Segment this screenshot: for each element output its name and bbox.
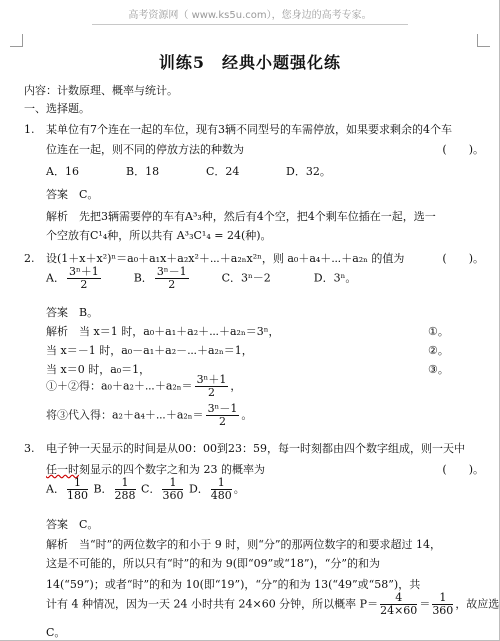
q2-option-b-fraction xyxy=(155,266,189,291)
q3-option-d-fraction xyxy=(211,477,232,502)
q2-step4-end: ， xyxy=(230,379,242,393)
section-heading: 一、选择题。 xyxy=(24,102,90,115)
q2-step4-fraction xyxy=(195,374,229,399)
q2-option-c: C．3ⁿ－2 xyxy=(221,271,271,285)
q3-text2-marked: 任一时 xyxy=(46,463,79,476)
q3-result-numerator: 1 xyxy=(432,592,453,605)
q2-paren: ( )。 xyxy=(442,252,484,265)
q3-analysis-line2: 这是不可能的，所以只有“时”的和为 9(即“09”或“18”)，“分”的和为 xyxy=(46,557,381,570)
q1-paren: ( )。 xyxy=(442,143,484,156)
q2-answer: 答案 B。 xyxy=(46,306,99,319)
margin-corner-top-left xyxy=(10,34,23,47)
q2-step1-mark: ①。 xyxy=(428,325,449,338)
q2-step1: 解析 当 x＝1 时，a₀＋a₁＋a₂＋⋯＋a₂ₙ＝3ⁿ， xyxy=(46,325,280,338)
q2-step5-end: 。 xyxy=(241,408,253,422)
q2-step5-fraction xyxy=(206,403,240,428)
q2-option-b-label: B． xyxy=(133,271,153,285)
q3-option-c-denominator: 360 xyxy=(162,489,184,502)
q3-analysis-line4-text: 计有 4 种情况，因为一天 24 小时共有 24×60 分钟，所以概率 P＝ xyxy=(46,597,379,611)
q3-text1: 电子钟一天显示的时间是从00：00到23：59，每一时刻都由四个数字组成，则一天中 xyxy=(46,442,465,455)
q1-line1 xyxy=(24,121,452,137)
q3-result-fraction xyxy=(432,592,453,617)
q3-options xyxy=(46,477,245,502)
q2-step2: 当 x＝－1 时，a₀－a₁＋a₂－⋯＋a₂ₙ＝1， xyxy=(46,344,253,357)
q2-step5-numerator: 3ⁿ－1 xyxy=(207,402,238,415)
q2-option-a-numerator: 3ⁿ＋1 xyxy=(68,265,99,278)
q3-option-d-numerator: 1 xyxy=(211,477,232,490)
q1-option-d: D．32。 xyxy=(286,165,331,178)
q3-number: 3. xyxy=(24,442,35,455)
q1-line2 xyxy=(46,141,492,157)
q2-step5-text: 将③代入得：a₂＋a₄＋⋯＋a₂ₙ＝ xyxy=(46,408,204,422)
q2-option-d: D．3ⁿ。 xyxy=(313,271,357,285)
q2-step2-mark: ②。 xyxy=(428,344,449,357)
q1-number: 1. xyxy=(24,123,35,136)
q3-answer: 答案 C。 xyxy=(46,518,99,531)
q3-equals: ＝ xyxy=(419,597,431,611)
q3-option-c-label: C． xyxy=(141,482,161,496)
page-header: 高考资源网（ www.ks5u.com），您身边的高考专家。 xyxy=(128,10,372,21)
q3-result-denominator: 360 xyxy=(432,604,454,617)
q1-text2: 位连在一起，则不同的停放方法的种数为 xyxy=(46,143,244,156)
q3-option-a-denominator: 180 xyxy=(66,489,88,502)
q2-option-a-label: A． xyxy=(46,271,65,285)
q2-step3-mark: ③。 xyxy=(428,363,449,376)
header-divider xyxy=(92,24,408,25)
q2-option-b-numerator: 3ⁿ－1 xyxy=(156,265,187,278)
q3-probability-denominator: 24×60 xyxy=(380,604,418,617)
q2-step5 xyxy=(46,403,252,428)
q2-step4 xyxy=(46,374,241,399)
q1-analysis-line1: 解析 先把3辆需要停的车有A³₃种，然后有4个空，把4个剩车位插在一起，选一 xyxy=(46,210,436,223)
q2-step4-numerator: 3ⁿ＋1 xyxy=(196,373,227,386)
q3-line1 xyxy=(24,440,465,456)
q2-step5-denominator: 2 xyxy=(218,415,226,428)
margin-corner-top-right xyxy=(477,34,490,47)
q1-answer: 答案 C。 xyxy=(46,188,99,201)
q2-option-b-denominator: 2 xyxy=(168,278,176,291)
q3-option-d-end: 。 xyxy=(233,482,245,496)
q1-option-b: B．18 xyxy=(126,165,160,178)
q3-text2: 刻显示的四个数字之和为 23 的概率为 xyxy=(79,463,265,476)
q1-options xyxy=(46,163,331,179)
q2-text1: 设(1＋x＋x²)ⁿ＝a₀＋a₁x＋a₂x²＋⋯＋a₂ₙx²ⁿ，则 a₀＋a₄＋⋯＋a₂ₙ 的值为 xyxy=(46,252,405,265)
q2-step4-text: ①＋②得：a₀＋a₂＋⋯＋a₂ₙ＝ xyxy=(46,379,193,393)
q3-option-a-fraction xyxy=(67,477,88,502)
q3-option-c-numerator: 1 xyxy=(162,477,183,490)
q3-analysis-line5: C。 xyxy=(46,626,66,639)
q2-options xyxy=(46,266,356,291)
q3-option-d-denominator: 480 xyxy=(210,489,232,502)
q2-option-a-denominator: 2 xyxy=(80,278,88,291)
q1-analysis-line2: 个空放有C¹₄种，所以共有 A³₃C¹₄ = 24(种)。 xyxy=(46,229,272,242)
content-line: 内容：计数原理、概率与统计。 xyxy=(24,84,178,97)
q3-paren: ( )。 xyxy=(442,463,484,476)
document-title: 训练5 经典小题强化练 xyxy=(158,53,342,72)
q1-option-a: A．16 xyxy=(46,165,79,178)
q3-analysis-line3: 14(“59”)；或者“时”的和为 10(即“19”)，“分”的和为 13(“49”或“58”)，共 xyxy=(46,578,421,591)
q3-option-c-fraction xyxy=(162,477,183,502)
q3-analysis-line4-end: ，故应选 xyxy=(455,597,500,611)
q3-option-b-fraction xyxy=(115,477,136,502)
q3-analysis-line4 xyxy=(46,592,499,617)
q2-option-a-fraction xyxy=(67,266,101,291)
q3-probability-fraction xyxy=(380,592,417,617)
q3-option-b-numerator: 1 xyxy=(115,477,136,490)
q2-line1 xyxy=(24,250,492,266)
q1-text1: 某单位有7个连在一起的车位，现有3辆不同型号的车需停放，如果要求剩余的4个车 xyxy=(46,123,452,136)
q3-option-a-numerator: 1 xyxy=(67,477,88,490)
q3-line2 xyxy=(46,461,492,477)
q1-option-c: C．24 xyxy=(206,165,240,178)
q3-option-b-label: B． xyxy=(93,482,113,496)
q3-option-a-label: A． xyxy=(46,482,65,496)
q3-analysis-line1: 解析 当“时”的两位数字的和小于 9 时，则“分”的那两位数字的和要求超过 14， xyxy=(46,538,441,551)
q2-step3: 当 x＝0 时，a₀＝1， xyxy=(46,363,151,376)
q2-step4-denominator: 2 xyxy=(207,386,215,399)
q3-option-d-label: D． xyxy=(188,482,209,496)
q3-probability-numerator: 4 xyxy=(380,592,417,605)
q3-option-b-denominator: 288 xyxy=(114,489,136,502)
q2-number: 2. xyxy=(24,252,35,265)
